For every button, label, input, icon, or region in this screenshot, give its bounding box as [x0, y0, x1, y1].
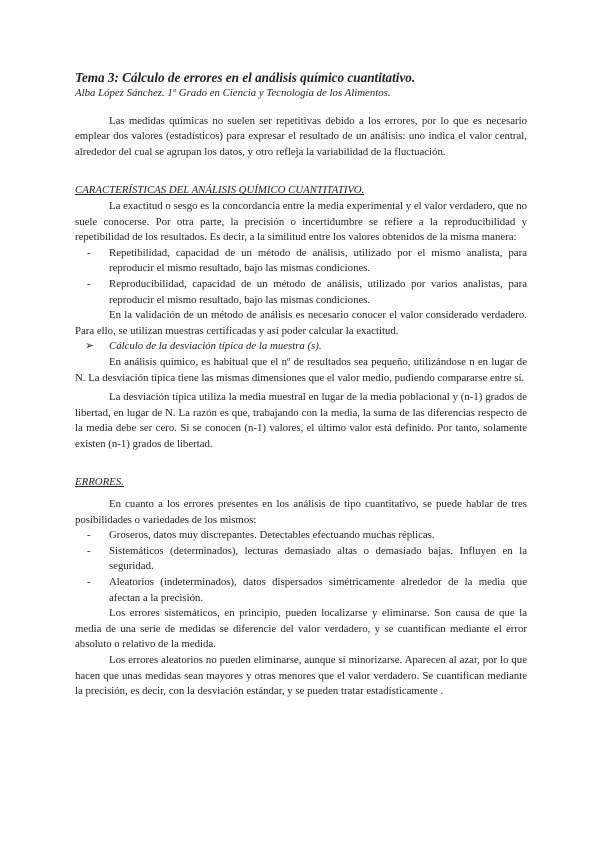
dash-marker: -: [87, 277, 91, 290]
list-item: - Groseros, datos muy discrepantes. Detectables efectuando muchas réplicas.: [75, 528, 527, 544]
list-item: - Sistemáticos (determinados), lecturas demasiado altas o demasiado bajas. Influyen en la seguridad.: [87, 544, 527, 573]
intro-paragraph: Las medidas químicas no suelen ser repetitivas debido a los errores, por lo que es necesario emplear dos valores (estadísticos) para expresar el resultado de un análisis: uno indica el valor central, alrededor del cual se agrupan los datos, y otro refleja la variabilidad de la fluctuación.: [75, 114, 527, 158]
list-item: - Repetibilidad, capacidad de un método de análisis, utilizado por el mismo analista, para reproducir el mismo resultado, bajo las mismas condiciones.: [87, 246, 527, 275]
paragraph: La desviación típica utiliza la media muestral en lugar de la media poblacional y (n-1) grados de libertad, en lugar de N. La razón es que, trabajando con la media, la suma de las diferencias respecto de la media debe ser cero. Si se conocen (n-1) valores, el último valor está definido. Por tanto, solamente existen (n-1) grados de libertad.: [75, 391, 527, 450]
paragraph: En la validación de un método de análisis es necesario conocer el valor considerado verdadero. Para ello, se utilizan muestras certificadas y así poder calcular la exactitud.: [75, 309, 527, 337]
paragraph: Los errores aleatorios no pueden eliminarse, aunque sí minorizarse. Aparecen al azar, por lo que hacen que unas medidas sean mayores y otras menores que el valor verdadero. Se cuantifican mediante la precisión, es decir, con la desviación estándar, y se pueden tratar estadísticamente .: [75, 654, 527, 698]
section-heading-caracteristicas: CARACTERÍSTICAS DEL ANÁLISIS QUÍMICO CUANTITATIVO.: [75, 184, 365, 197]
arrow-item-text: Cálculo de la desviación típica de la muestra (s).: [109, 340, 322, 353]
document-page: [75, 70, 527, 700]
dash-list: [75, 528, 527, 606]
arrow-list-item: [75, 339, 527, 355]
document-subtitle: Alba López Sánchez. 1º Grado en Ciencia y Tecnología de los Alimentos.: [75, 87, 391, 99]
document-title: Tema 3: Cálculo de errores en el análisis químico cuantitativo.: [75, 70, 416, 85]
dash-marker: -: [87, 544, 91, 557]
section-heading-errores: ERRORES.: [75, 476, 124, 489]
arrow-bullet-icon: ➢: [85, 340, 95, 353]
dash-marker: -: [87, 529, 91, 542]
paragraph: En análisis químico, es habitual que el nº de resultados sea pequeño, utilizándose n en lugar de N. La desviación típica tiene las mismas dimensiones que el valor medio, pudiendo compararse entre sí.: [75, 355, 527, 384]
list-item: - Aleatorios (indeterminados), datos dispersados simétricamente alrededor de la media que afectan a la precisión.: [87, 576, 527, 604]
paragraph: Los errores sistemáticos, en principio, pueden localizarse y eliminarse. Son causa de que la media de una serie de medidas se diferencie del valor verdadero, y se cuantifican mediante el error absoluto o relativo de la medida.: [75, 607, 527, 651]
list-item: - Reproducibilidad, capacidad de un método de análisis, utilizado por varios analistas, para reproducir el mismo resultado, bajo las mismas condiciones.: [87, 277, 527, 306]
dash-list: [75, 246, 527, 308]
paragraph: En cuanto a los errores presentes en los análisis de tipo cuantitativo, se puede hablar de tres posibilidades o variedades de los mismos:: [75, 498, 527, 526]
paragraph: La exactitud o sesgo es la concordancia entre la media experimental y el valor verdadero, que no suele conocerse. Por otra parte, la precisión o incertidumbre se refiere a la reproducibilidad y repetibilidad de los resultados. Es decir, a la similitud entre los valores obtenidos de la misma manera:: [75, 199, 527, 244]
dash-marker: -: [87, 576, 91, 589]
dash-marker: -: [87, 246, 91, 259]
